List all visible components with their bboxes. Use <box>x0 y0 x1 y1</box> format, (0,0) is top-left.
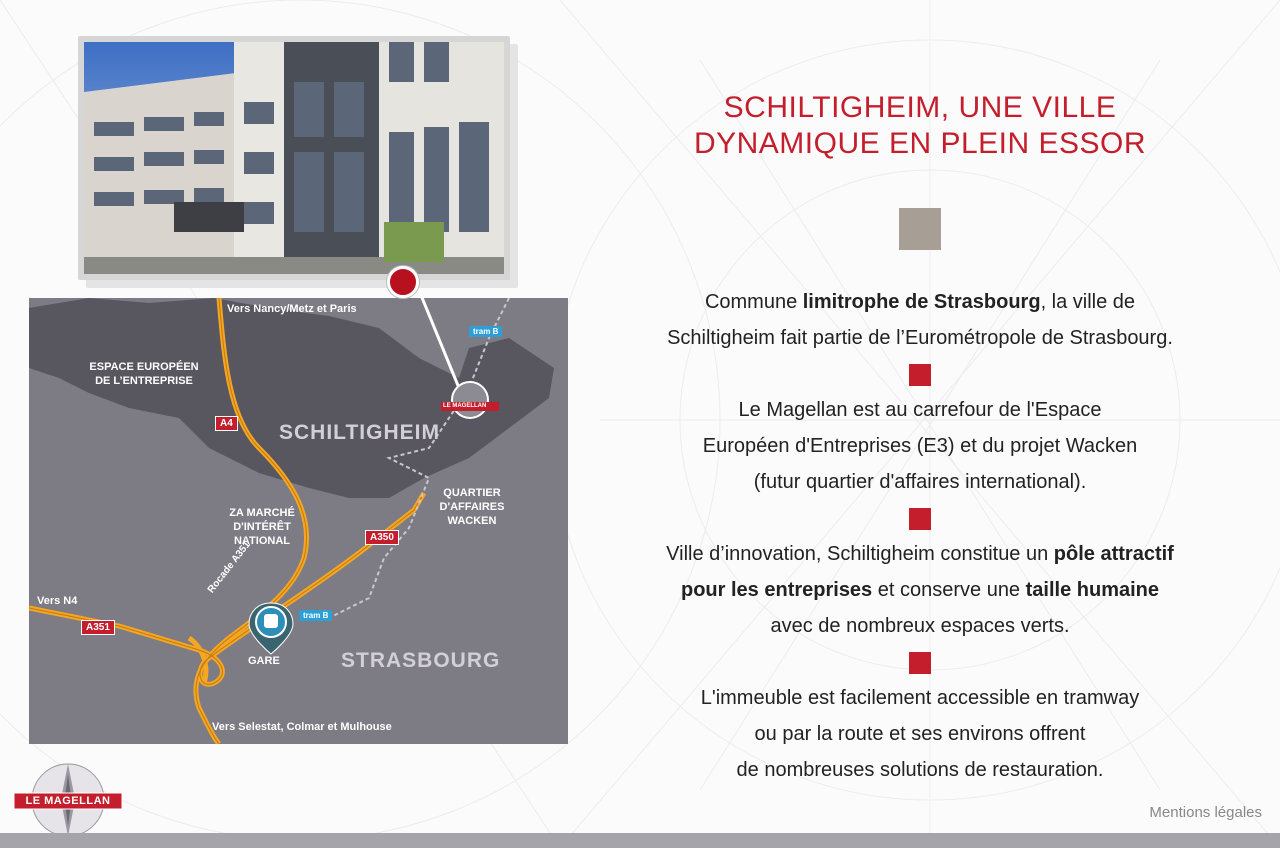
map-label-espace-line1: ESPACE EUROPÉEN <box>89 361 199 373</box>
map-label-za-line2: D'INTÉRÊT <box>233 521 291 533</box>
p2-line-3: (futur quartier d'affaires international). <box>753 471 1087 493</box>
paragraph-4 <box>590 680 1250 788</box>
paragraph-1 <box>590 284 1250 356</box>
p3-text-f: avec de nombreux espaces verts. <box>770 615 1070 637</box>
location-map <box>29 298 568 744</box>
page-title <box>590 90 1250 162</box>
title-line-2: DYNAMIQUE EN PLEIN ESSOR <box>693 127 1147 160</box>
p3-text-d: et conserve une <box>872 579 1026 601</box>
map-label-quartier-wacken <box>427 486 517 528</box>
map-label-quartier-line1: QUARTIER <box>443 487 501 499</box>
title-line-1: SCHILTIGHEIM, UNE VILLE <box>723 91 1117 124</box>
map-label-za-line1: ZA MARCHÉ <box>229 507 295 519</box>
map-label-espace-line2: DE L’ENTREPRISE <box>95 375 193 387</box>
red-square-divider <box>909 364 931 386</box>
p3-text-a: Ville d’innovation, Schiltigheim constitue un <box>666 543 1054 565</box>
red-square-divider <box>909 652 931 674</box>
building-photo-frame <box>78 36 510 280</box>
p3-bold-2: pour les entreprises <box>681 579 873 601</box>
p4-line-1: L'immeuble est facilement accessible en tramway <box>700 687 1140 709</box>
p2-line-2: Européen d'Entreprises (E3) et du projet Wacken <box>702 435 1138 457</box>
map-label-vers-nancy: Vers Nancy/Metz et Paris <box>227 303 357 315</box>
p4-line-2: ou par la route et ses environs offrent <box>754 723 1086 745</box>
map-label-vers-n4: Vers N4 <box>37 595 78 607</box>
p1-text-c: , la ville de <box>1040 291 1136 313</box>
location-pin-icon <box>387 266 419 298</box>
p4-line-3: de nombreuses solutions de restauration. <box>736 759 1104 781</box>
map-label-za-line3: NATIONAL <box>233 535 290 547</box>
p1-text-a: Commune <box>704 291 803 313</box>
map-logo-label: LE MAGELLAN <box>443 403 487 409</box>
map-label-vers-selestat: Vers Selestat, Colmar et Mulhouse <box>212 721 392 733</box>
le-magellan-logo[interactable] <box>14 760 122 840</box>
building-photo <box>84 42 504 274</box>
mentions-legales-link[interactable]: Mentions légales <box>1149 804 1262 821</box>
p1-bold: limitrophe de Strasbourg <box>802 291 1041 313</box>
p3-bold-3: taille humaine <box>1025 579 1159 601</box>
tram-tag-north: tram B <box>469 326 502 337</box>
logo-text: LE MAGELLAN <box>25 795 111 807</box>
paragraph-2 <box>590 392 1250 500</box>
road-tag-a351: A351 <box>81 620 115 635</box>
p2-line-1: Le Magellan est au carrefour de l'Espace <box>738 399 1102 421</box>
map-label-strasbourg: STRASBOURG <box>341 649 501 672</box>
paragraph-3 <box>590 536 1250 644</box>
tram-tag-south: tram B <box>299 610 332 621</box>
grey-square-divider <box>899 208 941 250</box>
p3-bold-1: pôle attractif <box>1053 543 1174 565</box>
map-label-gare: GARE <box>248 655 280 667</box>
red-square-divider <box>909 508 931 530</box>
footer-bar <box>0 833 1280 848</box>
road-tag-a4: A4 <box>215 416 238 431</box>
map-label-quartier-line3: WACKEN <box>447 515 497 527</box>
road-tag-a350: A350 <box>365 530 399 545</box>
p1-text-d: Schiltigheim fait partie de l’Eurométropole de Strasbourg. <box>667 327 1173 349</box>
map-label-quartier-line2: D'AFFAIRES <box>439 501 505 513</box>
map-label-espace-europeen <box>79 360 209 388</box>
map-label-rocade: Rocade A351 <box>205 539 253 596</box>
content-column <box>590 90 1250 788</box>
map-label-za-marche <box>207 506 317 548</box>
map-label-schiltigheim: SCHILTIGHEIM <box>279 421 440 444</box>
